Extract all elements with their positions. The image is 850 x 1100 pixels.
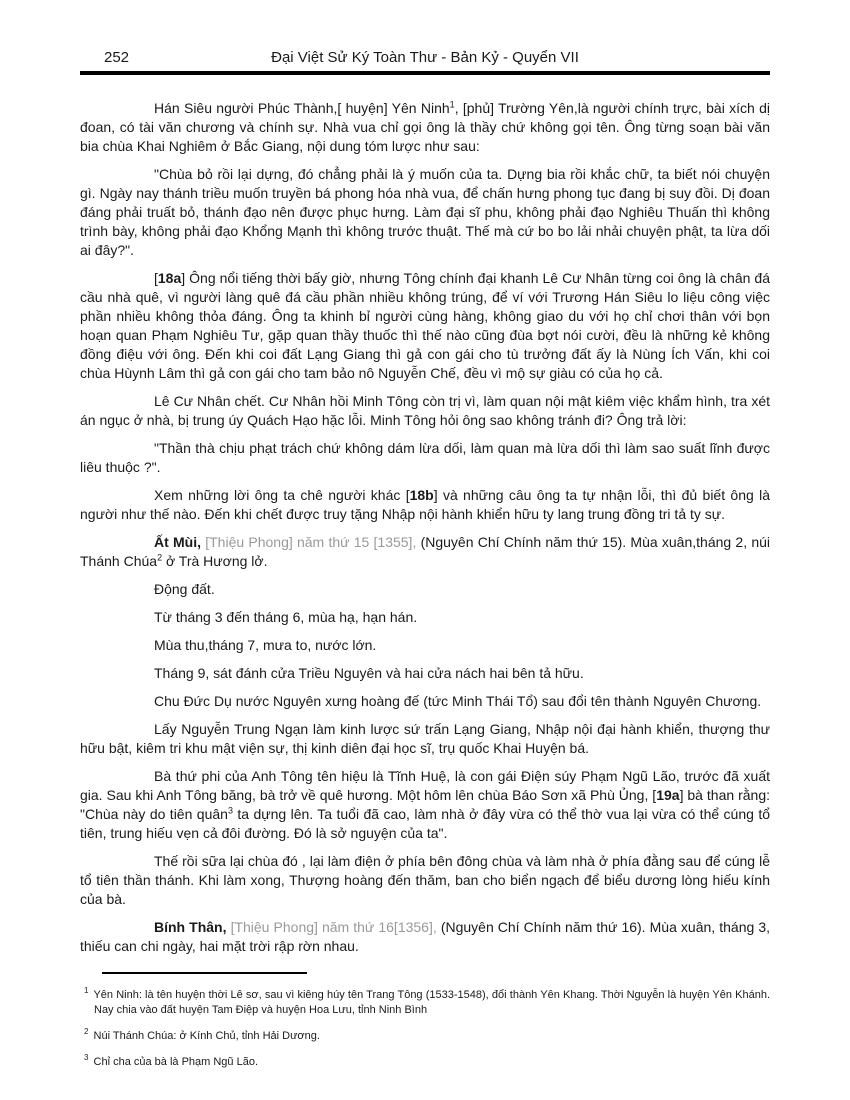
body-text: Mùa thu,tháng 7, mưa to, nước lớn. — [154, 637, 377, 653]
page-title: Đại Việt Sử Ký Toàn Thư - Bản Kỷ - Quyển VII — [271, 49, 579, 66]
paragraph — [80, 664, 770, 683]
footnote-ref: 1 — [449, 99, 455, 110]
page-header — [80, 46, 770, 66]
body-text: (Nguyên Chí Chính năm thứ 15). Mùa xuân,tháng 2, núi Thánh Chúa — [80, 534, 770, 569]
body-text: Tháng 9, sát đánh cửa Triều Nguyên và hai cửa nách hai bên tả hữu. — [154, 665, 584, 681]
body-text: (Nguyên Chí Chính năm thứ 16). Mùa xuân, tháng 3, thiếu can chi ngày, hai mặt trời rập rờn nhau. — [80, 919, 770, 954]
body-text: ta dựng lên. Ta tuổi đã cao, làm nhà ở đây vừa có thể thờ vua lại vừa có thể cúng tổ tiên, trung hiếu vẹn cả đôi đường. Đó là sở nguyện của ta". — [80, 806, 770, 841]
body-text: Lê Cư Nhân chết. Cư Nhân hồi Minh Tông còn trị vì, làm quan nội mật kiêm việc khẩm hình, tra xét án ngục ở nhà, bị trung úy Quách Hạo hặc lỗi. Minh Tông hỏi ông sao không tránh đi? Ông trả lời: — [80, 393, 770, 428]
footnote-ref: 3 — [227, 805, 233, 816]
body-text: Từ tháng 3 đến tháng 6, mùa hạ, hạn hán. — [154, 609, 418, 625]
paragraph — [80, 439, 770, 477]
paragraph — [80, 165, 770, 260]
footnote-text: Núi Thánh Chúa: ở Kính Chủ, tỉnh Hải Dương. — [90, 1030, 320, 1042]
paragraph — [80, 692, 770, 711]
emphasis-text: 19a — [656, 787, 680, 803]
emphasis-text: Ất Mùi, — [154, 534, 206, 550]
paragraph — [80, 852, 770, 909]
paragraph — [80, 767, 770, 843]
body-text: ở Trà Hương lở. — [162, 553, 268, 569]
body-text: Động đất. — [154, 581, 215, 597]
body-text: ] Ông nổi tiếng thời bấy giờ, nhưng Tông chính đại khanh Lê Cư Nhân từng coi ông là chân đá cầu nhà quê, vì người làng quê đá cầu phần nhiều không trúng, để ví với Trương Hán Siêu lo liệu công việc phần nhiều không thỏa đáng. Ông ta khinh bỉ người cùng hàng, không giao du với họ chỉ chơi thân với bọn hoạn quan Phạm Nghiêu Tư, gặp quan thầy thuốc thì thế nào cũng đùa bợt nói cười, đều là những kẻ không đồng điệu với ông. Đến khi coi đất Lạng Giang thì gả con gái cho tù trưởng đất ấy là Nùng Ích Vấn, khi coi chùa Hùynh Lâm thì gả con gái cho tam bảo nô Nguyễn Chế, đều vì mộ sự giàu có của họ cả. — [80, 270, 770, 381]
era-label: [Thiệu Phong] năm thứ 16[1356], — [230, 919, 441, 935]
footnote-text: Chỉ cha của bà là Phạm Ngũ Lão. — [90, 1056, 258, 1068]
paragraph — [80, 608, 770, 627]
emphasis-text: Bính Thân, — [154, 919, 231, 935]
paragraph — [80, 580, 770, 599]
body-text: ] bà than rằng: "Chùa này do tiên quân — [80, 787, 770, 822]
body-text: Thế rồi sữa lại chùa đó , lại làm điện ở phía bên đông chùa và làm nhà ở phía đằng sau để cúng lễ tổ tiên thần thánh. Khi làm xong, Thượng hoàng đến thăm, ban cho biển ngạch để biểu dương lòng hiếu kính của bà. — [80, 853, 770, 907]
body-text: Xem những lời ông ta chê người khác [ — [154, 487, 410, 503]
body-text: "Thần thà chịu phạt trách chứ không dám lừa dối, làm quan mà lừa dối thì làm sao suất lĩnh được liêu thuộc ?". — [80, 440, 770, 475]
paragraph — [80, 99, 770, 156]
body-text: Hán Siêu người Phúc Thành,[ huyện] Yên Ninh — [154, 100, 450, 116]
paragraph — [80, 486, 770, 524]
paragraph — [80, 269, 770, 383]
footnotes-section — [80, 988, 770, 1070]
footnote-ref: 2 — [157, 552, 163, 563]
body-text: "Chùa bỏ rồi lại dựng, đó chẳng phải là ý muốn của ta. Dựng bia rồi khắc chữ, ta biết nói chuyện gì. Ngày nay thánh triều muốn truyền bá phong hóa nhà vua, để chấn hưng phong tục đang bị suy đồi. Dị đoan đáng phải truất bỏ, thánh đạo nên được phục hưng. Làm đại sĩ phu, không phải đạo Nghiêu Thuấn thì không trình bày, không phải đạo Khổng Mạnh thì không trước thuật. Thế mà cứ bo bo lải nhải chuyện phật, ta lừa dối ai đây?". — [80, 166, 770, 258]
header-rule — [80, 71, 770, 75]
paragraph — [80, 720, 770, 758]
body-text: [ — [154, 270, 158, 286]
paragraph — [80, 918, 770, 956]
body-text: , [phủ] Trường Yên,là người chính trực, bài xích dị đoan, có tài văn chương và chính sự. Nhà vua chỉ gọi ông là thầy chứ không gọi tên. Ông từng soạn bài văn bia chùa Khai Nghiêm ở Bắc Giang, nội dung tóm lược như sau: — [80, 100, 770, 154]
paragraph — [80, 533, 770, 571]
footnote-marker: 2 — [84, 1027, 89, 1037]
body-text: Lấy Nguyễn Trung Ngạn làm kinh lược sứ trấn Lạng Giang, Nhập nội đại hành khiển, thượng thư hữu bật, kiêm tri khu mật viện sự, thị kinh diên đại học sĩ, trụ quốc Khai Huyện bá. — [80, 721, 770, 756]
emphasis-text: 18b — [409, 487, 434, 503]
footnote-text: Yên Ninh: là tên huyện thời Lê sơ, sau vì kiêng húy tên Trang Tông (1533-1548), đổi thành Yên Khang. Thời Nguyễn là huyện Yên Khánh. Nay chia vào đất huyện Tam Điệp và huyện Hoa Lưu, tỉnh Ninh Bình — [90, 989, 770, 1016]
paragraph — [80, 636, 770, 655]
document-body — [80, 99, 770, 956]
footnote — [80, 988, 770, 1018]
body-text: Bà thứ phi của Anh Tông tên hiệu là Tĩnh Huệ, là con gái Điện súy Phạm Ngũ Lão, trước đã xuất gia. Sau khi Anh Tông băng, bà trở về quê hương. Một hôm lên chùa Báo Sơn xã Phù Ủng, [ — [80, 768, 770, 803]
footnote-separator — [102, 972, 307, 974]
page-number: 252 — [104, 49, 130, 66]
body-text: ] và những câu ông ta tự nhận lỗi, thì đủ biết ông là người như thế nào. Đến khi chết được truy tặng Nhập nội hành khiển hữu ty lang trung đồng tri tả ty sự. — [80, 487, 771, 522]
body-text: Chu Đức Dụ nước Nguyên xưng hoàng đế (tức Minh Thái Tổ) sau đổi tên thành Nguyên Chương. — [154, 693, 762, 709]
footnote — [80, 1055, 770, 1070]
footnote — [80, 1029, 770, 1044]
paragraph — [80, 392, 770, 430]
footnote-marker: 1 — [84, 986, 89, 996]
era-label: [Thiệu Phong] năm thứ 15 [1355], — [205, 534, 421, 550]
footnote-marker: 3 — [84, 1053, 89, 1063]
emphasis-text: 18a — [157, 270, 182, 286]
